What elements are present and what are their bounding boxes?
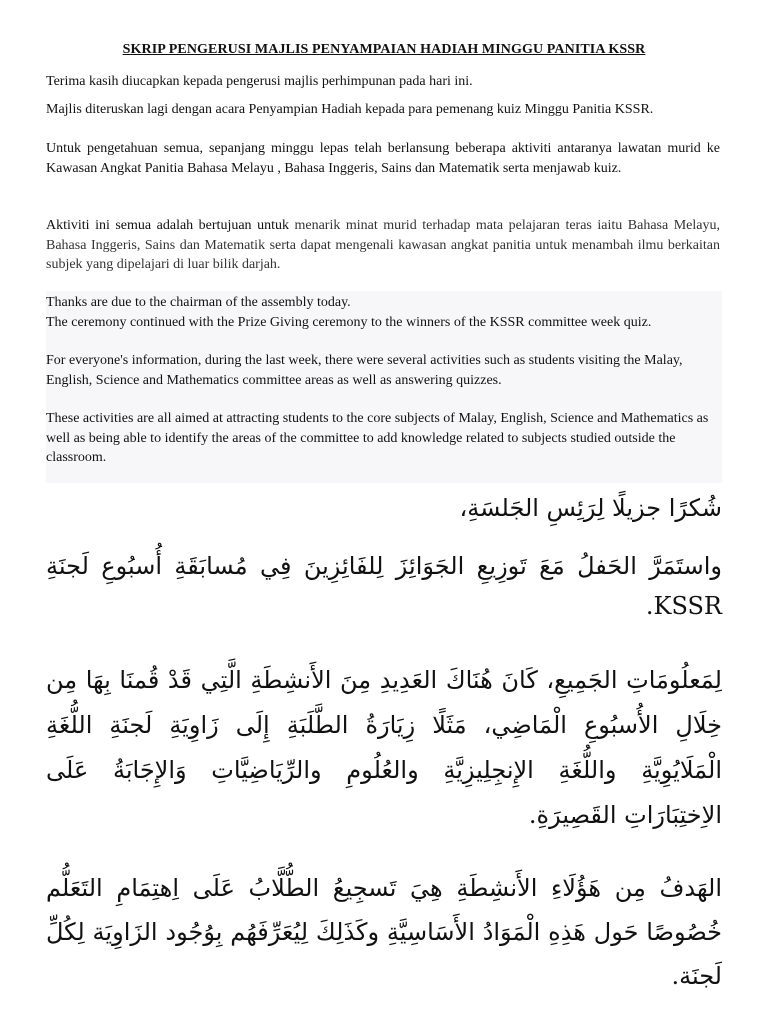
malay-paragraph-thanks: Terima kasih diucapkan kepada pengerusi majlis perhimpunan pada hari ini. <box>46 74 473 89</box>
english-paragraph-activities: For everyone's information, during the last week, there were several activities such as students visiting the Malay, English, Science and Mathematics committee areas as well as answering quizzes. <box>46 353 683 388</box>
malay-paragraph-ceremony: Majlis diteruskan lagi dengan acara Penyampian Hadiah kepada para pemenang kuiz Minggu Panitia KSSR. <box>46 102 654 117</box>
malay-purpose-start: Aktiviti ini semua adalah bertujuan untuk <box>46 218 289 233</box>
arabic-paragraph-activities: لِمَعلُومَاتِ الجَمِيعِ، كَانَ هُنَاكَ العَدِيدِ مِنَ الأَنشِطَةِ الَّتِي قَدْ قُمنَا بِهَا مِن خِلَالِ الأُسبُوعِ الْمَاضِي، مَثَلًا زِيَارَةُ الطَّلَبَةِ إِلَى زَاوِيَةِ لَجنَةِ اللُّغَةِ الْمَلَايُوِيَّةِ واللُّغَةِ الإِنجِلِيزِيَّةِ والعُلُومِ والرِّيَاضِيَّاتِ وَالإِجَابَةُ عَلَى الاِختِبَارَاتِ القَصِيرَةِ. <box>46 666 722 829</box>
english-line-thanks: Thanks are due to the chairman of the assembly today. <box>46 295 351 310</box>
arabic-line-ceremony: واستَمَرَّ الحَفلُ مَعَ تَوزِيعِ الجَوَائِزَ لِلفَائِزِينَ فِي مُسابَقَةِ أُسبُوعِ لَجنَةِ KSSR. <box>46 552 722 620</box>
arabic-line-thanks: شُكرًا جزيلًا لِرَئِسِ الجَلسَةِ، <box>459 494 722 522</box>
malay-purpose-rest: menarik minat murid terhadap mata pelajaran teras iaitu Bahasa Melayu, Bahasa Inggeris, Sains dan Matematik serta dapat mengenali kawasan angkat panitia untuk menambah ilmu berkaitan subjek yang dipelajari di luar bilik darjah. <box>46 218 720 272</box>
document-title: SKRIP PENGERUSI MAJLIS PENYAMPAIAN HADIAH MINGGU PANITIA KSSR <box>122 42 646 57</box>
malay-paragraph-purpose <box>46 216 720 275</box>
english-paragraph-purpose: These activities are all aimed at attracting students to the core subjects of Malay, English, Science and Mathematics as well as being able to identify the areas of the committee to add knowledge related to subjects studied outside the classroom. <box>46 411 709 465</box>
english-line-ceremony: The ceremony continued with the Prize Giving ceremony to the winners of the KSSR committee week quiz. <box>46 315 652 330</box>
malay-paragraph-activities: Untuk pengetahuan semua, sepanjang minggu lepas telah berlansung beberapa aktiviti antaranya lawatan murid ke Kawasan Angkat Panitia Bahasa Melayu , Bahasa Inggeris, Sains dan Matematik serta menjawab kuiz. <box>46 141 720 176</box>
arabic-paragraph-purpose: الهَدفُ مِن هَؤُلَاءِ الأَنشِطَةِ هِيَ تَسجِيعُ الطُّلَّابُ عَلَى اِهتِمَامِ التَعَلُّم خُصُوصًا حَول هَذِهِ الْمَوَادُ الأَسَاسِيَّةِ وكَذَلِكَ لِيُعَرِّفَهُم بِوُجُود الزَاوِيَة لِكُلِّ لَجنَة. <box>46 874 722 990</box>
